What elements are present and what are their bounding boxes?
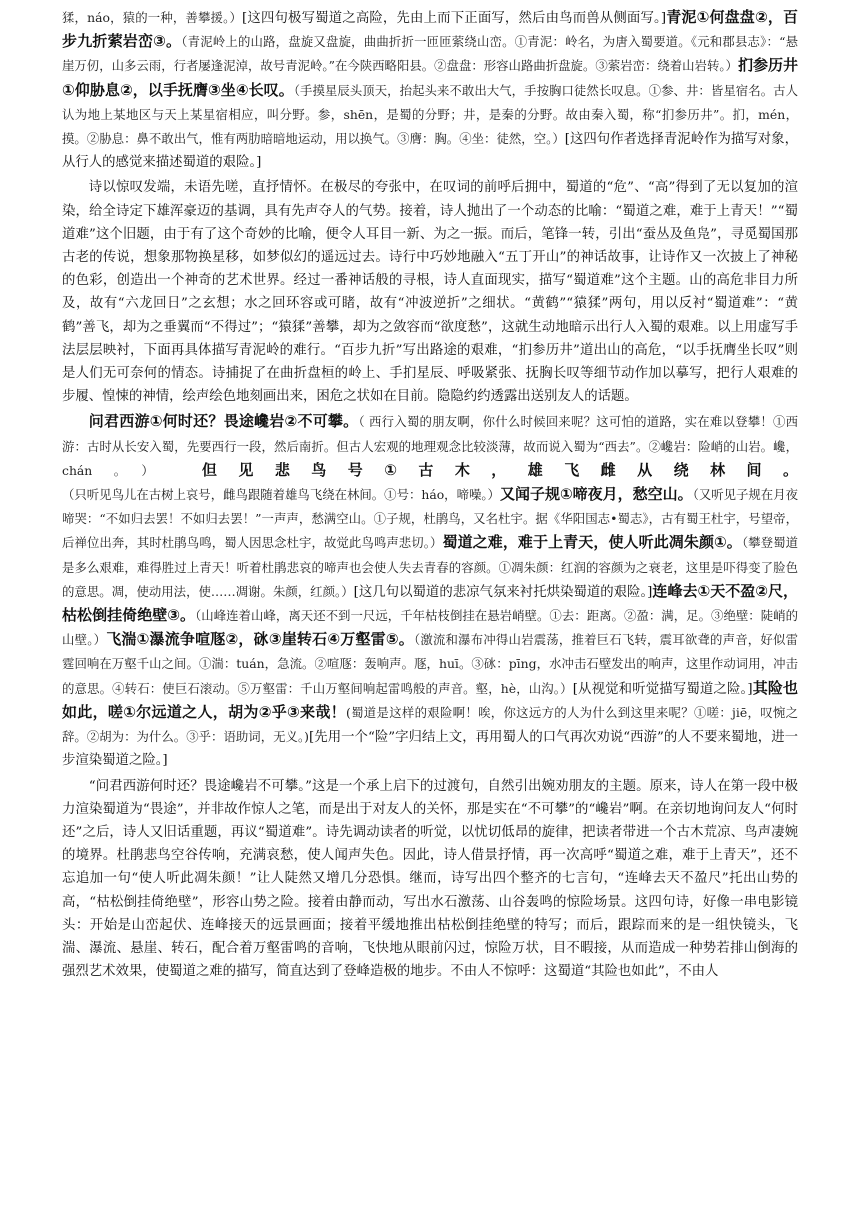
- commentary: [这四句极写蜀道之高险，先由上而下正面写，然后由鸟而兽从侧面写。]: [242, 11, 667, 26]
- poem-line: 但见悲鸟号①古木，雄飞雌从绕林间。: [175, 460, 798, 479]
- annotation: （又听见子规在月夜啼哭：“不如归去罢！不如归去罢！”一声声，愁满空山。①子规，杜鹃鸟，又名杜宇。据《华阳国志•蜀志》，古有蜀王杜宇，号望帝，后禅位出奔，其时杜鹃鸟鸣，蜀人因思念杜宇，故觉此鸟鸣声悲切。）: [62, 487, 798, 551]
- poem-line: 问君西游①何时还？畏途巉岩②不可攀。: [88, 412, 359, 431]
- poem-line: 蜀道之难，难于上青天，使人听此凋朱颜①。: [442, 533, 742, 552]
- poem-line: 飞湍①瀑流争喧豗②，砯③崖转石④万壑雷⑤。: [106, 630, 414, 649]
- annotation: (蜀道是这样的艰险啊！唉，你这远方的人为什么到这里来呢？①嗟：jiē，叹惋之辞。②胡为：为什么。③乎：语助词，无义。): [62, 704, 798, 745]
- annotation: （青泥岭上的山路，盘旋又盘旋，曲曲折折一匝匝萦绕山峦。①青泥：岭名，为唐入蜀要道。《元和郡县志》：“悬崖万仞，山多云雨，行者屡逢泥淖，故号青泥岭。”在今陕西略阳县。②盘盘：形容山路曲折盘旋。③萦岩峦：绕着山岩转。）: [62, 34, 799, 74]
- annotation: （手摸星辰头顶天，抬起头来不敢出大气，手按胸口徒然长叹息。①参、井：皆星宿名。古人认为地上某地区与天上某星宿相应，叫分野。参，shēn，是蜀的分野；井，是秦的分野。故由秦入蜀，称“扪参历井”。扪，mén，摸。②胁息：鼻不敢出气，惟有两肋暗暗地运动，用以换气。③膺：胸。④坐：徒然，空。）: [62, 82, 798, 147]
- commentary: [这几句以蜀道的悲凉气氛来衬托烘染蜀道的艰险。]: [353, 584, 653, 600]
- poem-line: 扪参历井①仰胁息②，以手抚膺③坐④长叹。: [62, 56, 798, 99]
- poem-line: 连峰去①天不盈②尺，枯松倒挂倚绝壁③。: [62, 581, 798, 625]
- poem-line: 青泥①何盘盘②，百步九折萦岩峦③。: [62, 8, 798, 51]
- annotation: （ 西行入蜀的朋友啊，你什么时候回来呢？这可怕的道路，实在难以登攀！①西游：古时从长安入蜀，先要西行一段，然后南折。但古人宏观的地理观念比较淡薄，故而说入蜀为“西去”。②巉岩：险峭的山岩。巉， chán。）: [62, 414, 798, 478]
- annotated-paragraph: [62, 410, 798, 772]
- annotation: （攀登蜀道是多么艰难，难得胜过上青天！听着杜鹃悲哀的啼声也会使人失去青春的容颜。①凋朱颜：红润的容颜为之衰老，这里是吓得变了脸色的意思。凋，使动用法，使……凋谢。朱颜，红颜。）: [62, 535, 798, 599]
- analysis-paragraph: [62, 775, 798, 984]
- commentary: “问君西游何时还？畏途巉岩不可攀。”这是一个承上启下的过渡句，自然引出婉劝朋友的主题。原来，诗人在第一段中极力渲染蜀道为“畏途”，并非故作惊人之笔，而是出于对友人的关怀，那是实在“不可攀”的“巉岩”啊。在亲切地询问友人“何时还”之后，诗人又旧话重题，再议“蜀道难”。诗先调动读者的听觉，以忧切低昂的旋律，把读者带进一个古木荒凉、鸟声凄婉的境界。杜鹃悲鸟空谷传响，充满哀愁，使人闻声失色。因此，诗人借景抒情，再一次高呼“蜀道之难，难于上青天”，还不忘追加一句“使人听此凋朱颜！”让人陡然又增几分恐惧。继而，诗写出四个整齐的七言句，“连峰去天不盈尺”托出山势的高，“枯松倒挂倚绝壁”，形容山势之险。接着由静而动，写出水石激荡、山谷轰鸣的惊险场景。这四句诗，好像一串电影镜头：开始是山峦起伏、连峰接天的远景画面；接着平缓地推出枯松倒挂绝壁的特写；而后，跟踪而来的是一组快镜头，飞湍、瀑流、悬崖、转石，配合着万壑雷鸣的音响，飞快地从眼前闪过，惊险万状，目不暇接，从而造成一种势若排山倒海的强烈艺术效果，使蜀道之难的描写，简直达到了登峰造极的地步。不由人不惊呼：这蜀道“其险也如此”，不由人: [62, 778, 798, 980]
- annotation: （只听见鸟儿在古树上哀号，雌鸟跟随着雄鸟飞绕在林间。①号：háo，啼噪。）: [62, 487, 500, 503]
- commentary: [从视觉和听觉描写蜀道之险。]: [572, 681, 753, 697]
- annotated-paragraph: [62, 6, 798, 174]
- commentary: [这四句作者选择青泥岭作为描写对象，从行人的感觉来描述蜀道的艰险。]: [62, 132, 798, 171]
- analysis-paragraph: [62, 176, 798, 408]
- commentary: [先用一个“险”字归结上文，再用蜀人的口气再次劝说“西游”的人不要来蜀地，进一步渲染蜀道之险。]: [62, 730, 799, 769]
- annotation: 猱，náo，猿的一种，善攀援。）: [62, 10, 242, 25]
- annotation: （山峰连着山峰，离天还不到一尺远，千年枯枝倒挂在悬岩峭壁。①去：距离。②盈：满，足。③绝壁：陡峭的山壁。）: [62, 608, 798, 648]
- annotation: （激流和瀑布冲得山岩震荡，推着巨石飞转，震耳欲聋的声音，好似雷霆回响在万壑千山之间。①湍：tuán，急流。②喧豗：轰响声。豗，huī。③砯：pīng，水冲击石壁发出的响声，这里作动词用，冲击的意思。④转石：使巨石滚动。⑤万壑雷：千山万壑间响起雷鸣般的声音。壑，hè，山沟。）: [62, 632, 798, 696]
- poem-line: 又闻子规①啼夜月，愁空山。: [499, 485, 693, 504]
- commentary: 诗以惊叹发端，未语先嗟，直抒情怀。在极尽的夸张中，在叹词的前呼后拥中，蜀道的“危”、“高”得到了无以复加的渲染，给全诗定下雄浑豪迈的基调，具有先声夺人的气势。接着，诗人抛出了一个动态的比喻：“蜀道之难，难于上青天！”“蜀道难”这个旧题，由于有了这个奇妙的比喻，便令人耳目一新、为之一振。而后，笔锋一转，引出“蚕丛及鱼凫”，寻觅蜀国那古老的传说，想象那物换星移，如梦似幻的遥远过去。诗行中巧妙地融入“五丁开山”的神话故事，让诗作又一次披上了神秘的色彩，创造出一个神奇的艺术世界。经过一番神话般的寻根，诗人直面现实，描写“蜀道难”这个主题。山的高危非目力所及，故有“六龙回日”之玄想；水之回环容或可睹，故有“冲波逆折”之细状。“黄鹤”“猿猱”两句，用以反衬“蜀道难”：“黄鹤”善飞，却为之垂翼而“不得过”；“猿猱”善攀，却为之敛容而“欲度愁”，这就生动地暗示出行人入蜀的艰难。以上用虚写手法层层映衬，下面再具体描写青泥岭的难行。“百步九折”写出路途的艰难，“扪参历井”道出山的高危，“以手抚膺坐长叹”则是人们无可奈何的情态。诗捕捉了在曲折盘桓的岭上、手扪星辰、呼吸紧张、抚胸长叹等细节动作加以摹写，把行人艰难的步履、惶悚的神情，绘声绘色地刻画出来，困危之状如在目前。隐隐约约透露出送别友人的话题。: [62, 180, 798, 405]
- poem-line: 其险也如此，嗟①尔远道之人，胡为②乎③来哉！: [62, 678, 798, 721]
